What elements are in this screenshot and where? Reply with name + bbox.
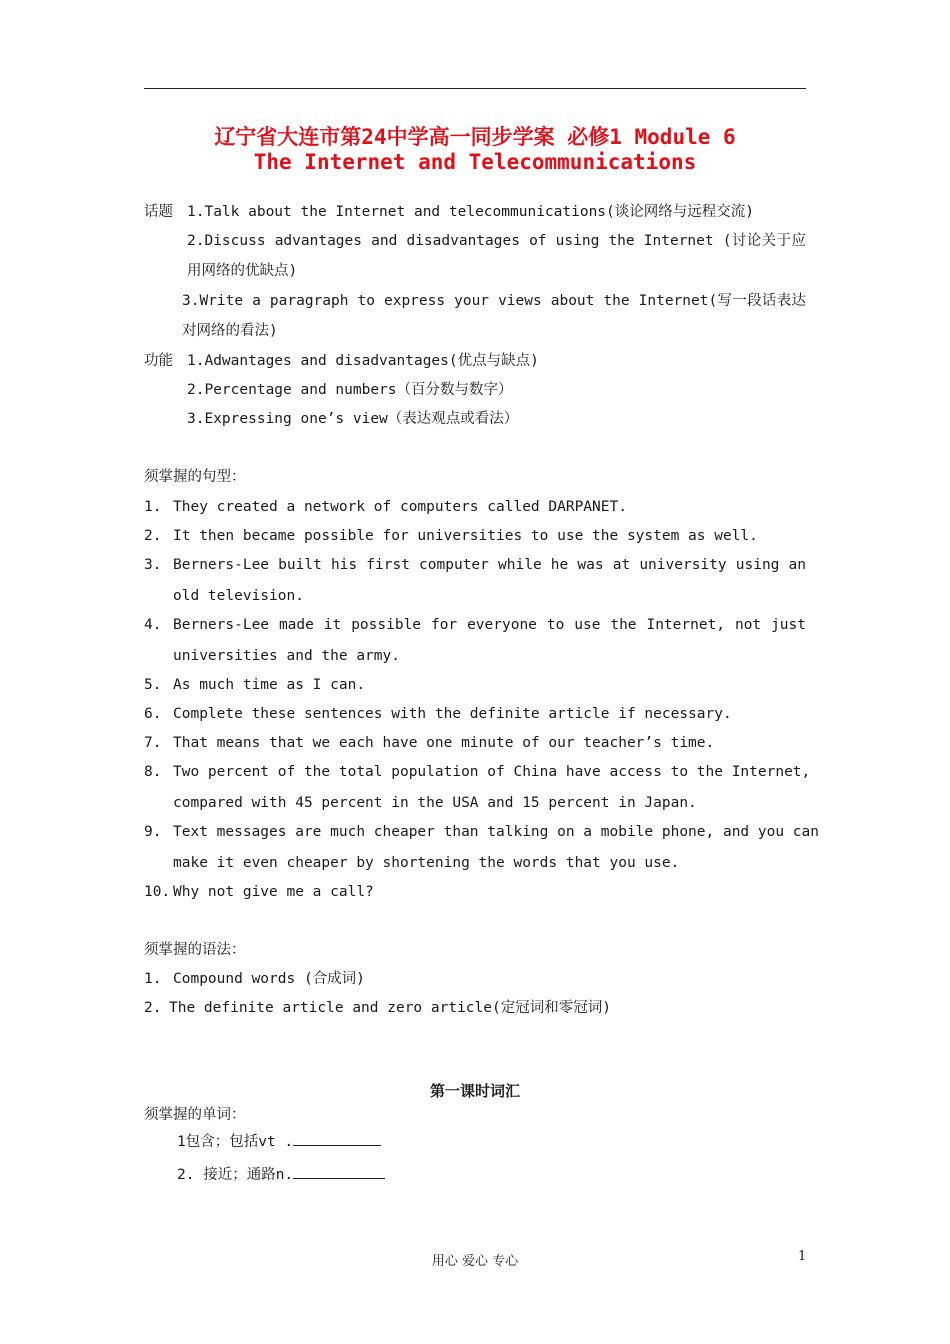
page-number: 1 (798, 1249, 807, 1264)
sentences-heading: 须掌握的句型： (144, 469, 246, 485)
sentence-number: 10. (144, 884, 171, 900)
sentence-number: 5. (144, 677, 162, 693)
grammar-item: Compound words (合成词) (173, 971, 365, 987)
sentence-text: Berners-Lee made it possible for everyone to use the Internet, not just (173, 617, 806, 633)
vocab-item-2 (177, 1164, 385, 1185)
sentence-number: 2. (144, 528, 162, 544)
lesson-heading: 第一课时词汇 (429, 1082, 520, 1100)
sentence-text-cont: compared with 45 percent in the USA and 15 percent in Japan. (173, 795, 697, 811)
sentence-number: 6. (144, 706, 162, 722)
page-subtitle: The Internet and Telecommunications (253, 150, 697, 174)
sentence-text: As much time as I can. (173, 677, 366, 693)
sentence-number: 9. (144, 824, 162, 840)
topic-item-1: 1.Talk about the Internet and telecommunications(谈论网络与远程交流) (187, 204, 754, 220)
grammar-heading: 须掌握的语法： (144, 942, 246, 958)
vocab-item-1 (177, 1131, 381, 1152)
topic-item-3: 3.Write a paragraph to express your views about the Internet(写一段话表达 (182, 293, 806, 309)
sentence-text-cont: old television. (173, 588, 304, 604)
sentence-text: It then became possible for universities to use the system as well. (173, 528, 758, 544)
sentence-text: Complete these sentences with the definite article if necessary. (173, 706, 732, 722)
function-item-3: 3.Expressing one’s view（表达观点或看法） (187, 411, 519, 427)
answer-blank[interactable] (293, 1131, 381, 1146)
topic-item-2-cont: 用网络的优缺点) (187, 263, 298, 279)
sentence-text-cont: universities and the army. (173, 648, 400, 664)
sentence-text: Why not give me a call? (173, 884, 374, 900)
sentence-number: 3. (144, 557, 162, 573)
words-heading: 须掌握的单词： (144, 1107, 246, 1123)
grammar-item: The definite article and zero article(定冠词和零冠词) (169, 1000, 611, 1016)
header-rule (144, 88, 806, 89)
sentence-number: 8. (144, 764, 162, 780)
functions-label: 功能 (144, 353, 173, 369)
sentence-text-cont: make it even cheaper by shortening the words that you use. (173, 855, 680, 871)
footer-motto: 用心 爱心 专心 (431, 1254, 519, 1269)
vocab-prompt: 1包含；包括vt . (177, 1134, 294, 1150)
vocab-prompt: 2. 接近；通路n. (177, 1167, 294, 1183)
topics-label: 话题 (144, 204, 173, 220)
sentence-number: 4. (144, 617, 162, 633)
function-item-2: 2.Percentage and numbers（百分数与数字） (187, 382, 513, 398)
page-title: 辽宁省大连市第24中学高一同步学案 必修1 Module 6 (214, 125, 736, 149)
sentence-text: Two percent of the total population of China have access to the Internet, (173, 764, 811, 780)
grammar-number: 1. (144, 971, 162, 987)
sentence-text: Berners-Lee built his first computer while he was at university using an (173, 557, 806, 573)
sentence-text: Text messages are much cheaper than talking on a mobile phone, and you can (173, 824, 820, 840)
sentence-text: That means that we each have one minute of our teacher’s time. (173, 735, 715, 751)
function-item-1: 1.Adwantages and disadvantages(优点与缺点) (187, 353, 539, 369)
topic-item-3-cont: 对网络的看法) (182, 323, 278, 339)
answer-blank[interactable] (293, 1164, 385, 1179)
topic-item-2: 2.Discuss advantages and disadvantages of using the Internet (讨论关于应 (187, 233, 806, 249)
sentence-number: 7. (144, 735, 162, 751)
sentence-text: They created a network of computers called DARPANET. (173, 499, 627, 515)
grammar-number: 2. (144, 1000, 162, 1016)
sentence-number: 1. (144, 499, 162, 515)
